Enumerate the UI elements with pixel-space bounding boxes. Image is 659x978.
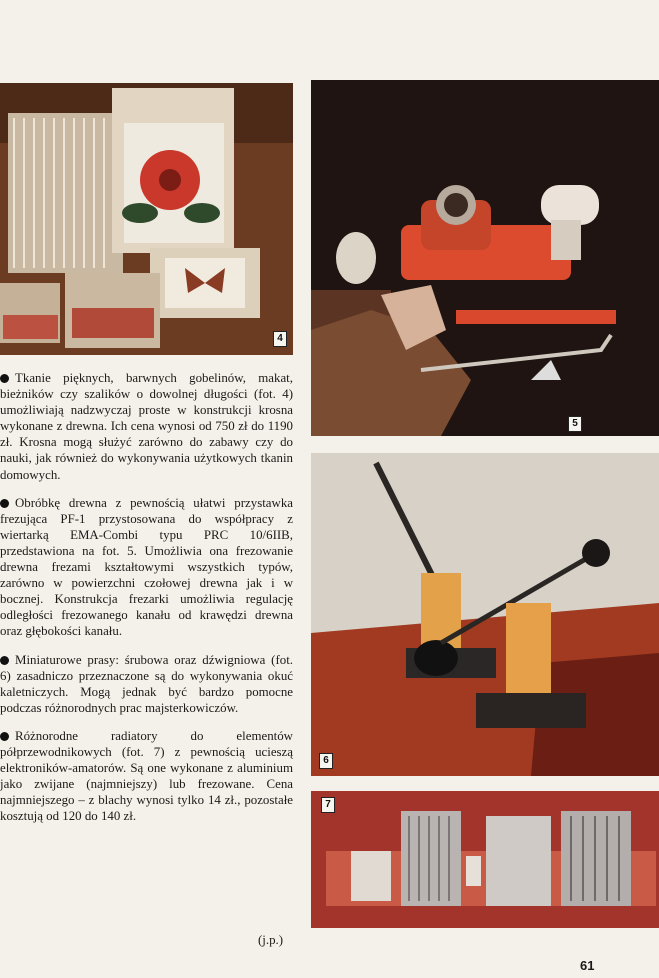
bullet-icon	[0, 656, 9, 665]
author-signature: (j.p.)	[258, 933, 284, 947]
photo-heat-sinks	[311, 791, 659, 928]
bullet-icon	[0, 374, 9, 383]
figure-number: 4	[273, 331, 287, 347]
photo-milling-attachment	[311, 80, 659, 436]
figure-number: 7	[321, 797, 335, 813]
photo-looms	[0, 83, 293, 355]
paragraph-looms: Tkanie pięknych, barwnych gobelinów, makat, bieżników czy szalików o dowolnej długości (fot. 4) umożliwiają nadzwyczaj proste w konstrukcji krosna wykonane z drewna. Ich cena wynosi od 750 zł do 1190 zł. Krosna mogą służyć zarówno do zabawy czy do nauki, jak również do wykonywania użytkowych tkanin domowych.	[0, 371, 293, 482]
photo-presses	[311, 453, 659, 776]
page-number: 61	[580, 958, 595, 973]
article-text	[0, 370, 293, 836]
bullet-icon	[0, 732, 9, 741]
figure-number: 6	[319, 753, 333, 769]
paragraph-heat-sinks: Różnorodne radiatory do elementów półprzewodnikowych (fot. 7) z pewnością ucieszą elektroników-amatorów. Są one wykonane z aluminium jako zwijane (najmniejszy) lub frezowane. Cena najmniejszego – z blachy wynosi tylko 14 zł., pozostałe kosztują od 120 do 140 zł.	[0, 728, 293, 824]
bullet-icon	[0, 499, 9, 508]
paragraph-presses: Miniaturowe prasy: śrubowa oraz dźwigniowa (fot. 6) zasadniczo przeznaczone są do wykonywania okuć kaletniczych. Mogą jednak być bardzo pomocne podczas różnorodnych prac majsterkowiczów.	[0, 652, 293, 715]
paragraph-milling: Obróbkę drewna z pewnością ułatwi przystawka frezująca PF-1 przystosowana do współpracy z wiertarką EMA-Combi typu PRC 10/6IIB, przedstawiona na fot. 5. Umożliwia ona frezowanie drewna frezami kształtowymi wszystkich typów, zarówno w powierzchni czołowej drewna jak i w bocznej. Konstrukcja frezarki umożliwia regulację odległości frezowanego kanału od krawędzi drewna oraz głębokości kanału.	[0, 495, 293, 639]
figure-number: 5	[568, 416, 582, 432]
